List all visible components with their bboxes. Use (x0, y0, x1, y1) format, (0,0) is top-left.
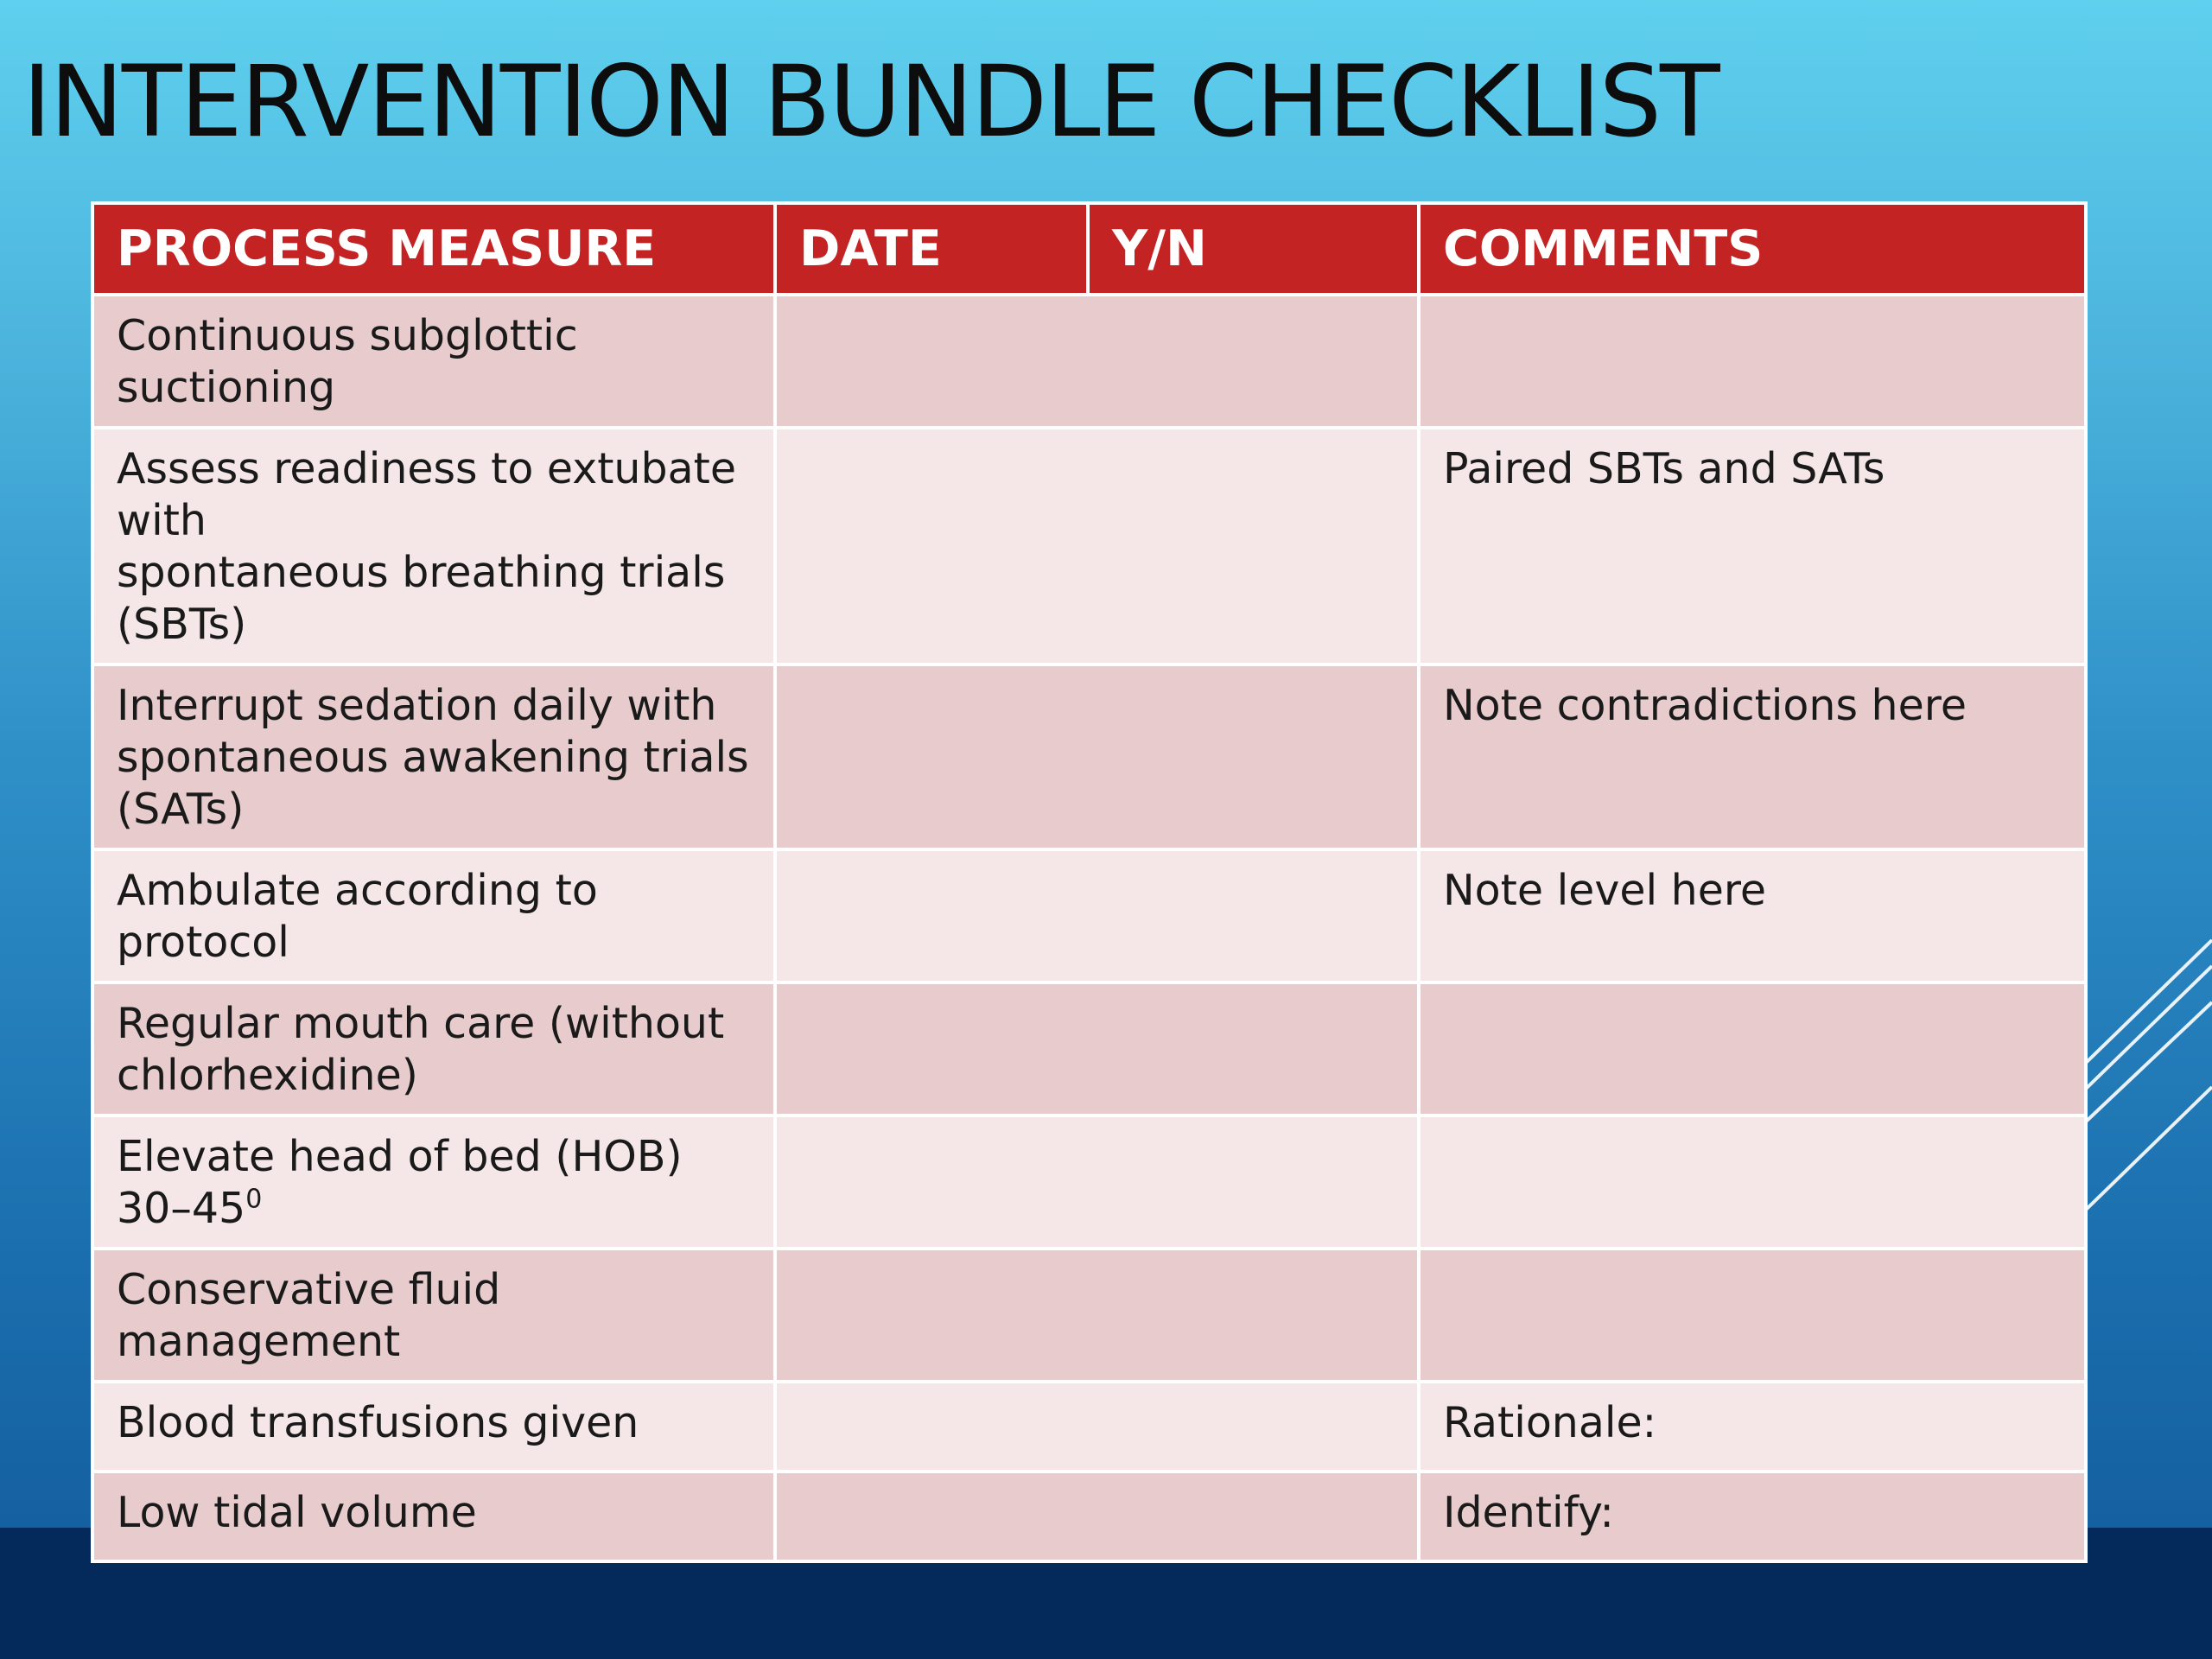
date-yn-cell (775, 1382, 1419, 1471)
comment-cell (1419, 1116, 2086, 1249)
measure-cell: Regular mouth care (without chlorhexidine) (92, 982, 775, 1116)
slide-title: INTERVENTION BUNDLE CHECKLIST (22, 44, 1719, 159)
table-row (92, 1116, 2086, 1249)
measure-cell: Interrupt sedation daily with spontaneous awakening trials (SATs) (92, 664, 775, 849)
table-row (92, 982, 2086, 1116)
table-row (92, 1382, 2086, 1471)
decor-line-3 (2084, 1002, 2212, 1123)
decor-line-1 (2084, 940, 2212, 1065)
measure-cell: Elevate head of bed (HOB) $30-45^0$ (92, 1116, 775, 1249)
measure-cell: Assess readiness to extubate with spontaneous breathing trials (SBTs) (92, 428, 775, 664)
comment-cell: Note contradictions here (1419, 664, 2086, 849)
decor-line-4 (2084, 1087, 2212, 1211)
measure-cell: Blood transfusions given (92, 1382, 775, 1471)
table-row (92, 1249, 2086, 1382)
decor-line-2 (2084, 966, 2212, 1090)
comment-cell: Identify: (1419, 1471, 2086, 1561)
date-yn-cell (775, 428, 1419, 664)
comment-cell (1419, 295, 2086, 428)
header-yn: Y/N (1088, 203, 1419, 295)
comment-cell: Note level here (1419, 849, 2086, 982)
measure-cell: Continuous subglottic suctioning (92, 295, 775, 428)
date-yn-cell (775, 1471, 1419, 1561)
header-row (92, 203, 2086, 295)
measure-cell: Conservative fluid management (92, 1249, 775, 1382)
table-row (92, 295, 2086, 428)
checklist-table (91, 201, 2088, 1563)
degree-superscript: 0 (245, 1184, 263, 1215)
table-row (92, 428, 2086, 664)
date-yn-cell (775, 849, 1419, 982)
header-comments: COMMENTS (1419, 203, 2086, 295)
table-row (92, 664, 2086, 849)
table-row (92, 849, 2086, 982)
header-date: DATE (775, 203, 1088, 295)
comment-cell (1419, 1249, 2086, 1382)
header-process-measure: PROCESS MEASURE (92, 203, 775, 295)
date-yn-cell (775, 1249, 1419, 1382)
comment-cell: Paired SBTs and SATs (1419, 428, 2086, 664)
comment-cell (1419, 982, 2086, 1116)
date-yn-cell (775, 982, 1419, 1116)
table-row (92, 1471, 2086, 1561)
date-yn-cell (775, 295, 1419, 428)
measure-cell: Low tidal volume (92, 1471, 775, 1561)
measure-cell: Ambulate according to protocol (92, 849, 775, 982)
comment-cell: Rationale: (1419, 1382, 2086, 1471)
date-yn-cell (775, 664, 1419, 849)
date-yn-cell (775, 1116, 1419, 1249)
